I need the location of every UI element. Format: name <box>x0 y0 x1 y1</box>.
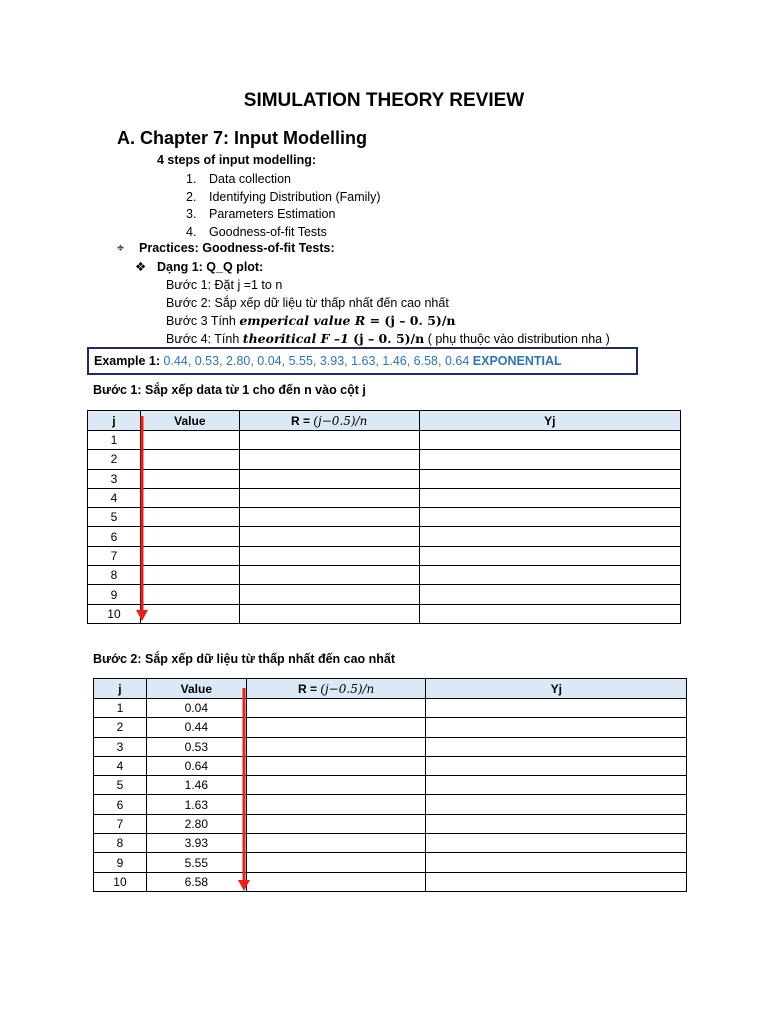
cell-j: 3 <box>94 737 147 756</box>
cell-r <box>239 604 419 623</box>
cell-yj <box>426 834 687 853</box>
cell-j: 3 <box>88 469 141 488</box>
table-row <box>94 737 687 756</box>
cell-value: 6.58 <box>146 872 246 891</box>
cell-r <box>239 488 419 507</box>
cell-j: 9 <box>94 853 147 872</box>
buoc-1: Bước 1: Đặt j =1 to n <box>166 278 283 292</box>
table-row <box>88 527 681 546</box>
cell-r <box>246 834 426 853</box>
cell-yj <box>426 737 687 756</box>
cell-yj <box>419 527 681 546</box>
list-item: 2. Identifying Distribution (Family) <box>186 189 381 204</box>
cell-j: 10 <box>94 872 147 891</box>
cell-j: 5 <box>88 508 141 527</box>
cell-r <box>246 737 426 756</box>
col-header-j: j <box>88 411 141 431</box>
cell-yj <box>426 718 687 737</box>
table-header-row <box>94 679 687 699</box>
cell-r <box>239 546 419 565</box>
cell-r <box>239 585 419 604</box>
cell-yj <box>419 508 681 527</box>
cell-value <box>140 566 239 585</box>
table-row <box>94 834 687 853</box>
table-row <box>88 508 681 527</box>
practices-heading: ⌖ Practices: Goodness-of-fit Tests: <box>117 241 335 255</box>
cell-yj <box>419 566 681 585</box>
cell-r <box>239 508 419 527</box>
col-header-yj: Yj <box>426 679 687 699</box>
col-header-r: R = (j−0.5)/n <box>239 411 419 431</box>
cell-value <box>140 546 239 565</box>
cell-yj <box>426 872 687 891</box>
dang-heading: ❖ Dạng 1: Q_Q plot: <box>135 260 264 274</box>
cell-r <box>246 718 426 737</box>
cell-j: 4 <box>88 488 141 507</box>
table-step2 <box>93 678 687 892</box>
cell-yj <box>426 795 687 814</box>
page-title: SIMULATION THEORY REVIEW <box>243 90 525 111</box>
steps-heading: 4 steps of input modelling: <box>157 153 317 167</box>
cell-r <box>246 776 426 795</box>
cell-value: 0.04 <box>146 699 246 718</box>
list-item: 4. Goodness-of-fit Tests <box>186 224 327 239</box>
cell-yj <box>419 431 681 450</box>
cell-yj <box>419 546 681 565</box>
table-row <box>94 756 687 775</box>
cell-r <box>246 795 426 814</box>
steps-list <box>186 171 381 241</box>
table-row <box>94 699 687 718</box>
crosshair-bullet-icon: ⌖ <box>117 241 125 255</box>
cell-value <box>140 431 239 450</box>
cell-value <box>140 469 239 488</box>
cell-j: 1 <box>94 699 147 718</box>
cell-yj <box>426 776 687 795</box>
cell-j: 2 <box>94 718 147 737</box>
cell-j: 2 <box>88 450 141 469</box>
chapter-heading: A. Chapter 7: Input Modelling <box>117 128 367 148</box>
table-row <box>88 566 681 585</box>
cell-value: 0.53 <box>146 737 246 756</box>
cell-value: 3.93 <box>146 834 246 853</box>
step2-label: Bước 2: Sắp xếp dữ liệu từ thấp nhất đến cao nhất <box>93 652 396 666</box>
cell-j: 8 <box>94 834 147 853</box>
cell-j: 7 <box>88 546 141 565</box>
cell-r <box>246 853 426 872</box>
col-header-value: Value <box>140 411 239 431</box>
buoc-3: Bước 3 Tính emperical value R = (j – 0. 5)/n <box>166 313 456 328</box>
cell-j: 6 <box>94 795 147 814</box>
table-row <box>94 795 687 814</box>
cell-r <box>239 566 419 585</box>
table-row <box>94 814 687 833</box>
cell-yj <box>419 585 681 604</box>
cell-value <box>140 488 239 507</box>
cell-r <box>246 872 426 891</box>
table-row <box>88 488 681 507</box>
cell-j: 9 <box>88 585 141 604</box>
cell-r <box>246 814 426 833</box>
col-header-value: Value <box>146 679 246 699</box>
cell-j: 1 <box>88 431 141 450</box>
cell-j: 6 <box>88 527 141 546</box>
cell-r <box>239 469 419 488</box>
cell-yj <box>426 853 687 872</box>
cell-yj <box>419 604 681 623</box>
cell-value: 2.80 <box>146 814 246 833</box>
cell-j: 8 <box>88 566 141 585</box>
cell-value: 1.63 <box>146 795 246 814</box>
cell-yj <box>419 488 681 507</box>
cell-yj <box>426 814 687 833</box>
step1-label: Bước 1: Sắp xếp data từ 1 cho đến n vào cột j <box>93 383 366 397</box>
list-item: 3. Parameters Estimation <box>186 207 336 221</box>
table-row <box>94 776 687 795</box>
diamond-bullet-icon: ❖ <box>135 260 147 274</box>
table-row <box>88 450 681 469</box>
cell-r <box>246 699 426 718</box>
table-row <box>88 585 681 604</box>
table-header-row <box>88 411 681 431</box>
cell-value: 5.55 <box>146 853 246 872</box>
cell-r <box>239 527 419 546</box>
table-row <box>88 546 681 565</box>
cell-yj <box>419 450 681 469</box>
cell-yj <box>426 699 687 718</box>
cell-value <box>140 450 239 469</box>
col-header-r: R = (j−0.5)/n <box>246 679 426 699</box>
cell-j: 10 <box>88 604 141 623</box>
col-header-j: j <box>94 679 147 699</box>
example-box: Example 1: 0.44, 0.53, 2.80, 0.04, 5.55, 3.93, 1.63, 1.46, 6.58, 0.64 EXPONENTIAL <box>87 347 638 375</box>
table-step1 <box>87 410 681 624</box>
qq-steps <box>166 276 610 348</box>
table-row <box>88 431 681 450</box>
down-arrow-icon <box>238 688 250 892</box>
cell-yj <box>419 469 681 488</box>
cell-value <box>140 527 239 546</box>
cell-r <box>246 756 426 775</box>
cell-yj <box>426 756 687 775</box>
table-row <box>94 853 687 872</box>
cell-j: 5 <box>94 776 147 795</box>
buoc-4: Bước 4: Tính theoritical F –1 (j – 0. 5)/n ( phụ thuộc vào distribution nha ) <box>166 331 610 346</box>
table-row <box>94 872 687 891</box>
cell-j: 4 <box>94 756 147 775</box>
table-row <box>88 604 681 623</box>
cell-value: 0.64 <box>146 756 246 775</box>
table-row <box>94 718 687 737</box>
cell-value <box>140 508 239 527</box>
cell-value: 0.44 <box>146 718 246 737</box>
list-item: 1. Data collection <box>186 172 291 186</box>
down-arrow-icon <box>136 416 148 622</box>
cell-value: 1.46 <box>146 776 246 795</box>
cell-j: 7 <box>94 814 147 833</box>
cell-r <box>239 450 419 469</box>
table-row <box>88 469 681 488</box>
cell-value <box>140 604 239 623</box>
buoc-2: Bước 2: Sắp xếp dữ liệu từ thấp nhất đến cao nhất <box>166 296 449 310</box>
col-header-yj: Yj <box>419 411 681 431</box>
cell-r <box>239 431 419 450</box>
cell-value <box>140 585 239 604</box>
